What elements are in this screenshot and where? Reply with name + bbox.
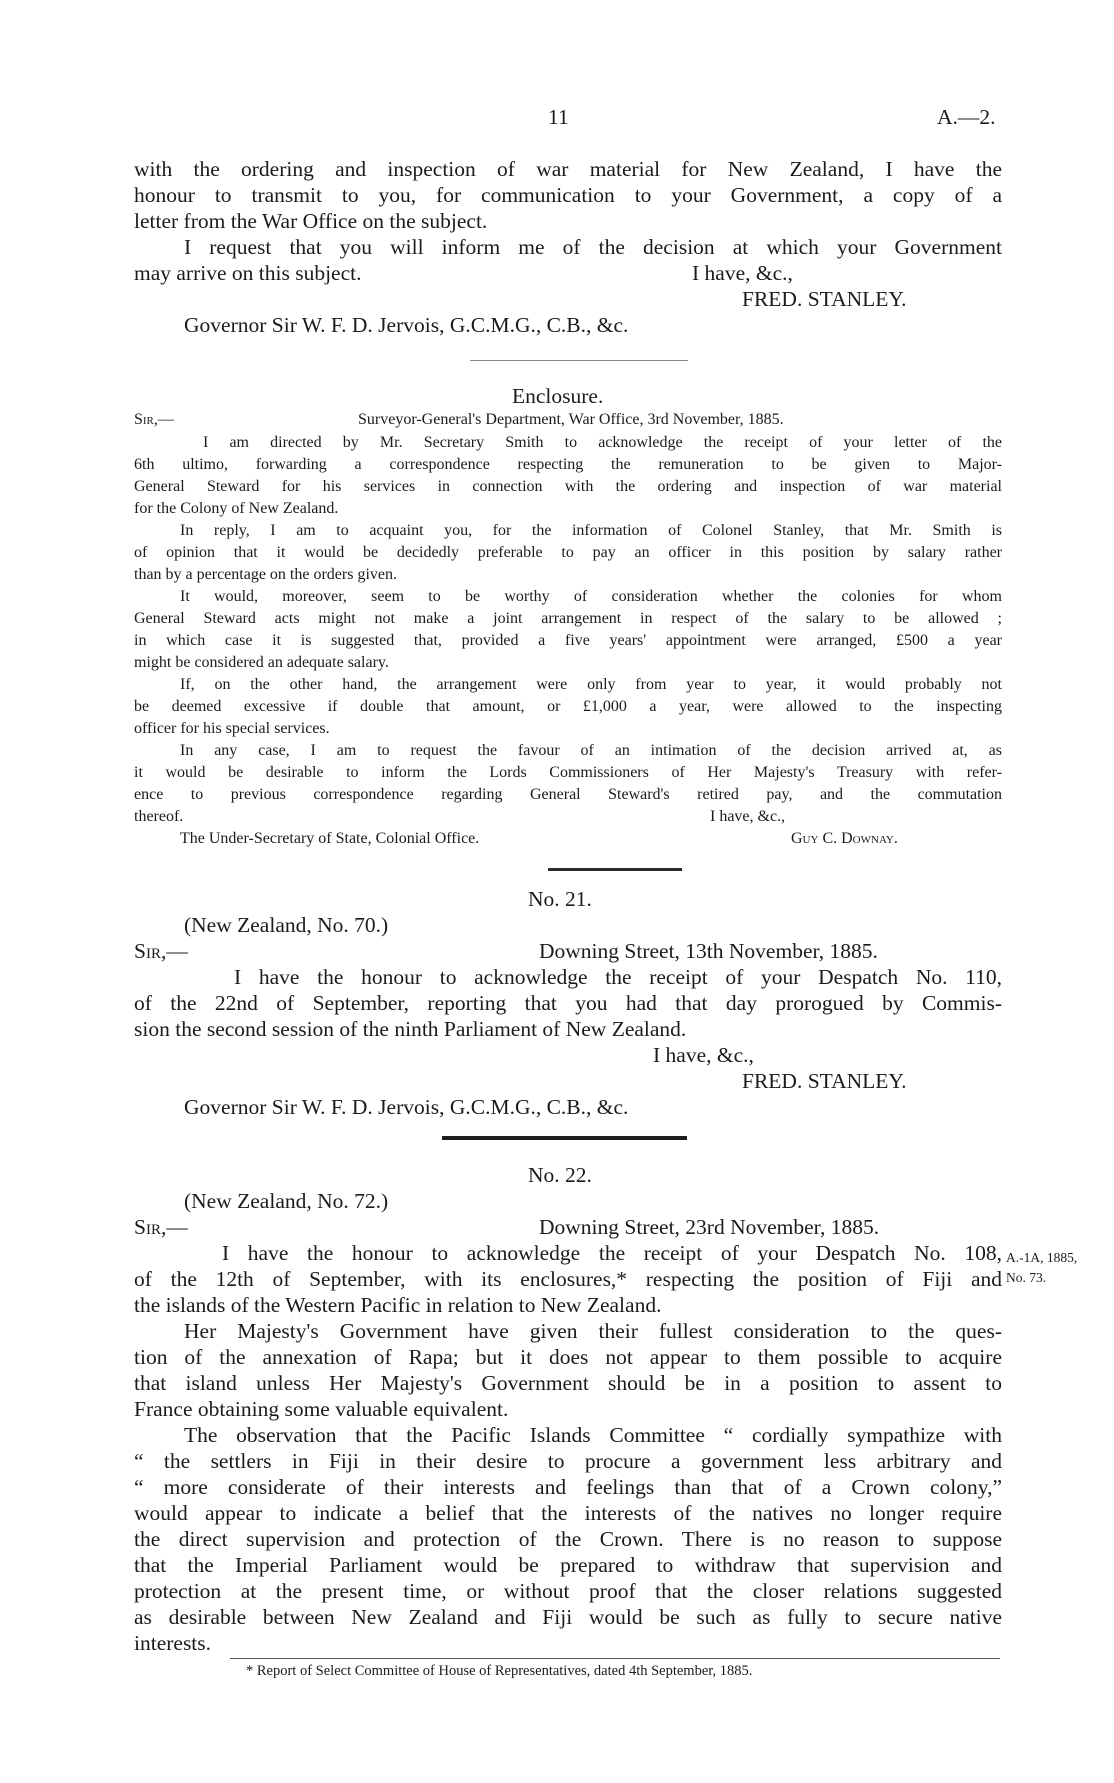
despatch-number: No. 21. [528, 887, 592, 911]
body-line: It would, moreover, seem to be worthy of consideration whether the colonies for whom [180, 588, 1002, 605]
body-line: as desirable between New Zealand and Fiji would be such as fully to secure native [134, 1605, 1002, 1629]
signature: FRED. STANLEY. [742, 1069, 907, 1093]
divider [470, 360, 688, 361]
body-line: interests. [134, 1631, 212, 1655]
addressee: The Under-Secretary of State, Colonial Office. [180, 830, 480, 847]
body-line: In reply, I am to acquaint you, for the information of Colonel Stanley, that Mr. Smith is [180, 522, 1002, 539]
body-line: 6th ultimo, forwarding a correspondence respecting the remuneration to be given to Major- [134, 456, 1002, 473]
margin-note: No. 73. [1006, 1270, 1047, 1285]
margin-note: A.-1A, 1885, [1006, 1250, 1078, 1265]
body-line: “ more considerate of their interests and feelings than that of a Crown colony,” [134, 1475, 1002, 1499]
body-line: General Steward acts might not make a joint arrangement in respect of the salary to be allowed ; [134, 610, 1002, 627]
addressee: Governor Sir W. F. D. Jervois, G.C.M.G., C.B., &c. [184, 1095, 629, 1119]
body-line: the islands of the Western Pacific in relation to New Zealand. [134, 1293, 662, 1317]
dateline: Surveyor-General's Department, War Office, 3rd November, 1885. [358, 411, 784, 428]
divider [548, 868, 682, 871]
salutation: Sir,— [134, 1215, 188, 1239]
body-line: Her Majesty's Government have given their fullest consideration to the ques- [184, 1319, 1002, 1343]
body-line: thereof. [134, 808, 184, 825]
body-line: I request that you will inform me of the decision at which your Government [184, 235, 1002, 259]
body-line: might be considered an adequate salary. [134, 654, 389, 671]
despatch-reference: (New Zealand, No. 72.) [184, 1189, 389, 1213]
body-line: “ the settlers in Fiji in their desire to procure a government less arbitrary and [134, 1449, 1002, 1473]
body-line: may arrive on this subject. [134, 261, 362, 285]
body-line: If, on the other hand, the arrangement were only from year to year, it would probably not [180, 676, 1002, 693]
body-line: The observation that the Pacific Islands Committee “ cordially sympathize with [184, 1423, 1002, 1447]
body-line: the direct supervision and protection of the Crown. There is no reason to suppose [134, 1527, 1002, 1551]
body-line: ence to previous correspondence regarding General Steward's retired pay, and the commutation [134, 786, 1002, 803]
body-line: of the 12th of September, with its enclosures,* respecting the position of Fiji and [134, 1267, 1002, 1291]
body-line: that island unless Her Majesty's Government should be in a position to assent to [134, 1371, 1002, 1395]
closing: I have, &c., [653, 1043, 754, 1067]
body-line: protection at the present time, or without proof that the closer relations suggested [134, 1579, 1002, 1603]
dateline: Downing Street, 23rd November, 1885. [539, 1215, 880, 1239]
closing: I have, &c., [692, 261, 793, 285]
divider [442, 1136, 687, 1140]
body-line: in which case it is suggested that, provided a five years' appointment were arranged, £500 a year [134, 632, 1002, 649]
body-line: I have the honour to acknowledge the receipt of your Despatch No. 108, [222, 1241, 1002, 1265]
enclosure-title: Enclosure. [512, 384, 604, 408]
body-line: sion the second session of the ninth Parliament of New Zealand. [134, 1017, 687, 1041]
body-line: In any case, I am to request the favour of an intimation of the decision arrived at, as [180, 742, 1002, 759]
body-line: of the 22nd of September, reporting that you had that day prorogued by Commis- [134, 991, 1002, 1015]
footnote-rule [230, 1658, 1000, 1659]
body-line: of opinion that it would be decidedly preferable to pay an officer in this position by salary rather [134, 544, 1002, 561]
body-line: with the ordering and inspection of war material for New Zealand, I have the [134, 157, 1002, 181]
body-line: letter from the War Office on the subject. [134, 209, 488, 233]
body-line: France obtaining some valuable equivalent. [134, 1397, 509, 1421]
body-line: I have the honour to acknowledge the receipt of your Despatch No. 110, [234, 965, 1002, 989]
body-line: officer for his special services. [134, 720, 330, 737]
signature: FRED. STANLEY. [742, 287, 907, 311]
despatch-reference: (New Zealand, No. 70.) [184, 913, 389, 937]
addressee: Governor Sir W. F. D. Jervois, G.C.M.G., C.B., &c. [184, 313, 629, 337]
body-line: that the Imperial Parliament would be prepared to withdraw that supervision and [134, 1553, 1002, 1577]
signature: Guy C. Downay. [791, 830, 898, 847]
body-line: honour to transmit to you, for communication to your Government, a copy of a [134, 183, 1002, 207]
footnote: * Report of Select Committee of House of Representatives, dated 4th September, 1885. [246, 1663, 753, 1679]
salutation: Sir,— [134, 939, 188, 963]
body-line: tion of the annexation of Rapa; but it does not appear to them possible to acquire [134, 1345, 1002, 1369]
body-line: than by a percentage on the orders given. [134, 566, 398, 583]
body-line: General Steward for his services in connection with the ordering and inspection of war material [134, 478, 1002, 495]
body-line: I am directed by Mr. Secretary Smith to acknowledge the receipt of your letter of the [203, 434, 1002, 451]
body-line: for the Colony of New Zealand. [134, 500, 339, 517]
dateline: Downing Street, 13th November, 1885. [539, 939, 878, 963]
closing: I have, &c., [710, 808, 786, 825]
page-reference: A.—2. [937, 105, 996, 129]
body-line: would appear to indicate a belief that the interests of the natives no longer require [134, 1501, 1002, 1525]
despatch-number: No. 22. [528, 1163, 592, 1187]
body-line: it would be desirable to inform the Lords Commissioners of Her Majesty's Treasury with refer- [134, 764, 1002, 781]
body-line: be deemed excessive if double that amount, or £1,000 a year, were allowed to the inspecting [134, 698, 1002, 715]
page-number: 11 [548, 105, 569, 129]
salutation: Sir,— [134, 411, 174, 428]
